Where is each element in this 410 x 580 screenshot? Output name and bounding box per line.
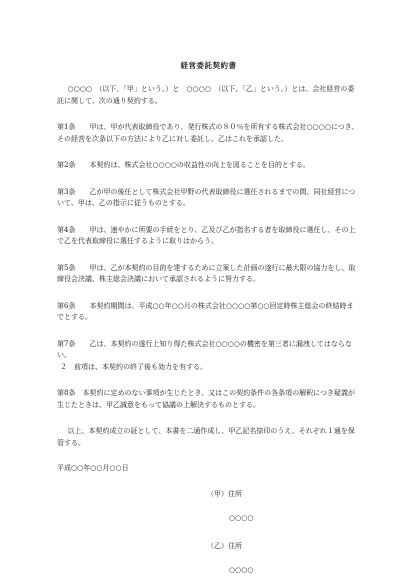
article-2: 第2条 本契約は、株式会社○○○○の収益性の向上を図ることを目的とする。 (57, 161, 310, 169)
party-a-block (207, 489, 360, 524)
closing-paragraph: 以上、本契約成立の証として、本書を二通作成し、甲乙記名捺印のうえ、それぞれ１通を保管する。 (57, 427, 355, 447)
party-a-name: ○○○○ (229, 513, 254, 522)
party-b-address-label: （乙）住所 (207, 541, 242, 550)
preamble-paragraph: ○○○○ （以下、「甲」という。）と ○○○○ （以下、「乙」という。）とは、会社経営の委託に関して、次の通り契約する。 (57, 85, 355, 105)
article-7-clause-2: ２ 前項は、本契約の終了後も効力を有する。 (60, 362, 207, 371)
article-4: 第4条 甲は、速やかに所要の手続をとり、乙及び乙が指名する者を取締役に選任し、その上で乙を代表取締役に選任するように取りはからう。 (57, 225, 356, 245)
party-a-address-label: （甲）住所 (207, 489, 242, 498)
party-b-name: ○○○○ (229, 565, 254, 574)
article-8: 第8条 本契約に定めのない事項が生じたとき、又はこの契約条件の各条項の解釈につき疑義が生じたときは、甲乙誠意をもって協議の上解決するものとする。 (57, 389, 356, 409)
party-b-block (207, 541, 360, 576)
article-1: 第1条 甲は、甲が代表取締役であり、発行株式の８０％を所有する株式会社○○○○につき、その経営を次条以下の方法により乙に対し委託し、乙はこれを承認した。 (57, 123, 359, 143)
article-3: 第3条 乙が甲の後任として株式会社甲野の代表取締役に選任されるまでの間、同社経営について、甲は、乙の指示に従うものとする。 (57, 187, 356, 207)
document-title: 経営委託契約書 (180, 61, 237, 70)
contract-date: 平成○○年○○月○○日 (57, 464, 129, 472)
article-6: 第6条 本契約期間は、平成○○年○○月の株式会社○○○○第○○回定時株主総会の終結時までとする。 (57, 301, 354, 321)
article-7: 第7条 乙は、本契約の遂行上知り得た株式会社○○○○の機密を第三者に漏洩してはならない。 (57, 339, 352, 359)
article-5: 第5条 甲は、乙が本契約の目的を達するために立案した計画の遂行に最大限の協力をし、取締役会決議、株主総会決議において承認されるように努力する。 (57, 263, 356, 283)
